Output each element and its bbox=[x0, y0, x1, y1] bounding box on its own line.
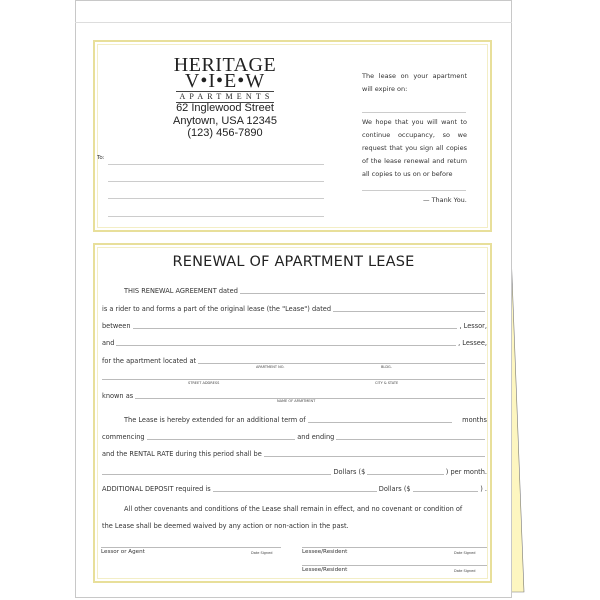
date-signed-label: Date Signed bbox=[454, 569, 476, 573]
row-lessor bbox=[102, 321, 487, 330]
lessee1-signature-label: Lessee/Resident bbox=[302, 549, 348, 555]
to-line[interactable] bbox=[108, 164, 324, 165]
label: for the apartment located at bbox=[102, 357, 197, 365]
label: , Lessor, bbox=[459, 322, 487, 330]
expire-text: The lease on your apartment will expire on: bbox=[362, 72, 467, 93]
row-original-lease bbox=[102, 304, 487, 313]
row-waiver bbox=[102, 521, 487, 530]
label: and the RENTAL RATE during this period shall be bbox=[102, 450, 262, 458]
caption-name: NAME OF APARTMENT bbox=[277, 399, 316, 403]
text: All other covenants and conditions of the Lease shall remain in effect, and no covenant or condition of bbox=[124, 505, 463, 513]
label: ) per month. bbox=[445, 468, 487, 476]
row-agreement-dated bbox=[102, 286, 487, 295]
label: The Lease is hereby extended for an additional term of bbox=[124, 416, 306, 424]
row-dollars bbox=[102, 467, 487, 476]
ending-line[interactable] bbox=[336, 439, 485, 440]
lessee2-signature-line[interactable] bbox=[302, 565, 487, 566]
lessee1-signature-line[interactable] bbox=[302, 547, 487, 548]
label: and bbox=[102, 339, 115, 347]
street-line[interactable] bbox=[102, 379, 485, 380]
expire-date-line[interactable] bbox=[362, 112, 466, 113]
date-signed-label: Date Signed bbox=[454, 551, 476, 555]
label: months bbox=[462, 416, 487, 424]
rate-words-line[interactable] bbox=[102, 474, 331, 475]
rate-amount-line[interactable] bbox=[367, 474, 443, 475]
address-phone: (123) 456-7890 bbox=[187, 127, 263, 139]
label: ADDITIONAL DEPOSIT required is bbox=[102, 485, 211, 493]
label: commencing bbox=[102, 433, 145, 441]
logo-line3: APARTMENTS bbox=[176, 91, 274, 103]
deposit-words-line[interactable] bbox=[213, 491, 377, 492]
label: THIS RENEWAL AGREEMENT dated bbox=[124, 287, 238, 295]
label: and ending bbox=[297, 433, 335, 441]
label: between bbox=[102, 322, 131, 330]
lessor-line[interactable] bbox=[133, 328, 458, 329]
label: , Lessee, bbox=[458, 339, 487, 347]
request-text: We hope that you will want to continue occupancy, so we request that you sign all copies of the lease renewal and return all copies to us on or before bbox=[362, 118, 467, 178]
field-line[interactable] bbox=[240, 293, 485, 294]
to-line[interactable] bbox=[108, 181, 324, 182]
heritage-view-logo bbox=[170, 54, 280, 103]
caption-apartment-no: APARTMENT NO. bbox=[256, 365, 285, 369]
row-term bbox=[102, 415, 487, 424]
address-street: 62 Inglewood Street bbox=[176, 102, 274, 114]
lessee2-signature-label: Lessee/Resident bbox=[302, 567, 348, 573]
label: Dollars ($ bbox=[378, 485, 411, 493]
field-line[interactable] bbox=[333, 311, 485, 312]
deposit-amount-line[interactable] bbox=[413, 491, 479, 492]
caption-street: STREET ADDRESS bbox=[188, 381, 220, 385]
address-city: Anytown, USA 12345 bbox=[173, 115, 277, 127]
perforation-line bbox=[75, 22, 512, 23]
caption-bldg: BLDG. bbox=[381, 365, 392, 369]
row-rental-rate bbox=[102, 449, 487, 458]
lessee-line[interactable] bbox=[116, 345, 456, 346]
to-line[interactable] bbox=[108, 216, 324, 217]
thank-you: — Thank You. bbox=[423, 196, 467, 204]
row-location bbox=[102, 356, 487, 365]
to-line[interactable] bbox=[108, 198, 324, 199]
row-covenants bbox=[102, 504, 487, 513]
lessor-signature-line[interactable] bbox=[101, 547, 281, 548]
logo-line1: HERITAGE bbox=[173, 54, 277, 76]
term-line[interactable] bbox=[308, 422, 453, 423]
form-title: RENEWAL OF APARTMENT LEASE bbox=[172, 254, 415, 270]
to-label: To: bbox=[97, 155, 105, 161]
row-deposit bbox=[102, 484, 487, 493]
label: known as bbox=[102, 392, 134, 400]
label: Dollars ($ bbox=[333, 468, 366, 476]
return-date-line[interactable] bbox=[362, 190, 466, 191]
apartment-line[interactable] bbox=[198, 363, 485, 364]
label: ) . bbox=[480, 485, 487, 493]
rate-line[interactable] bbox=[264, 456, 485, 457]
caption-city: CITY & STATE bbox=[375, 381, 399, 385]
lessor-signature-label: Lessor or Agent bbox=[101, 549, 145, 555]
row-street bbox=[102, 372, 487, 381]
logo-line2: V•I•E•W bbox=[184, 70, 266, 92]
text: the Lease shall be deemed waived by any action or non-action in the past. bbox=[102, 522, 349, 530]
row-dates bbox=[102, 432, 487, 441]
date-signed-label: Date Signed bbox=[251, 551, 273, 555]
label: is a rider to and forms a part of the original lease (the "Lease") dated bbox=[102, 305, 332, 313]
row-lessee bbox=[102, 338, 487, 347]
commencing-line[interactable] bbox=[147, 439, 296, 440]
